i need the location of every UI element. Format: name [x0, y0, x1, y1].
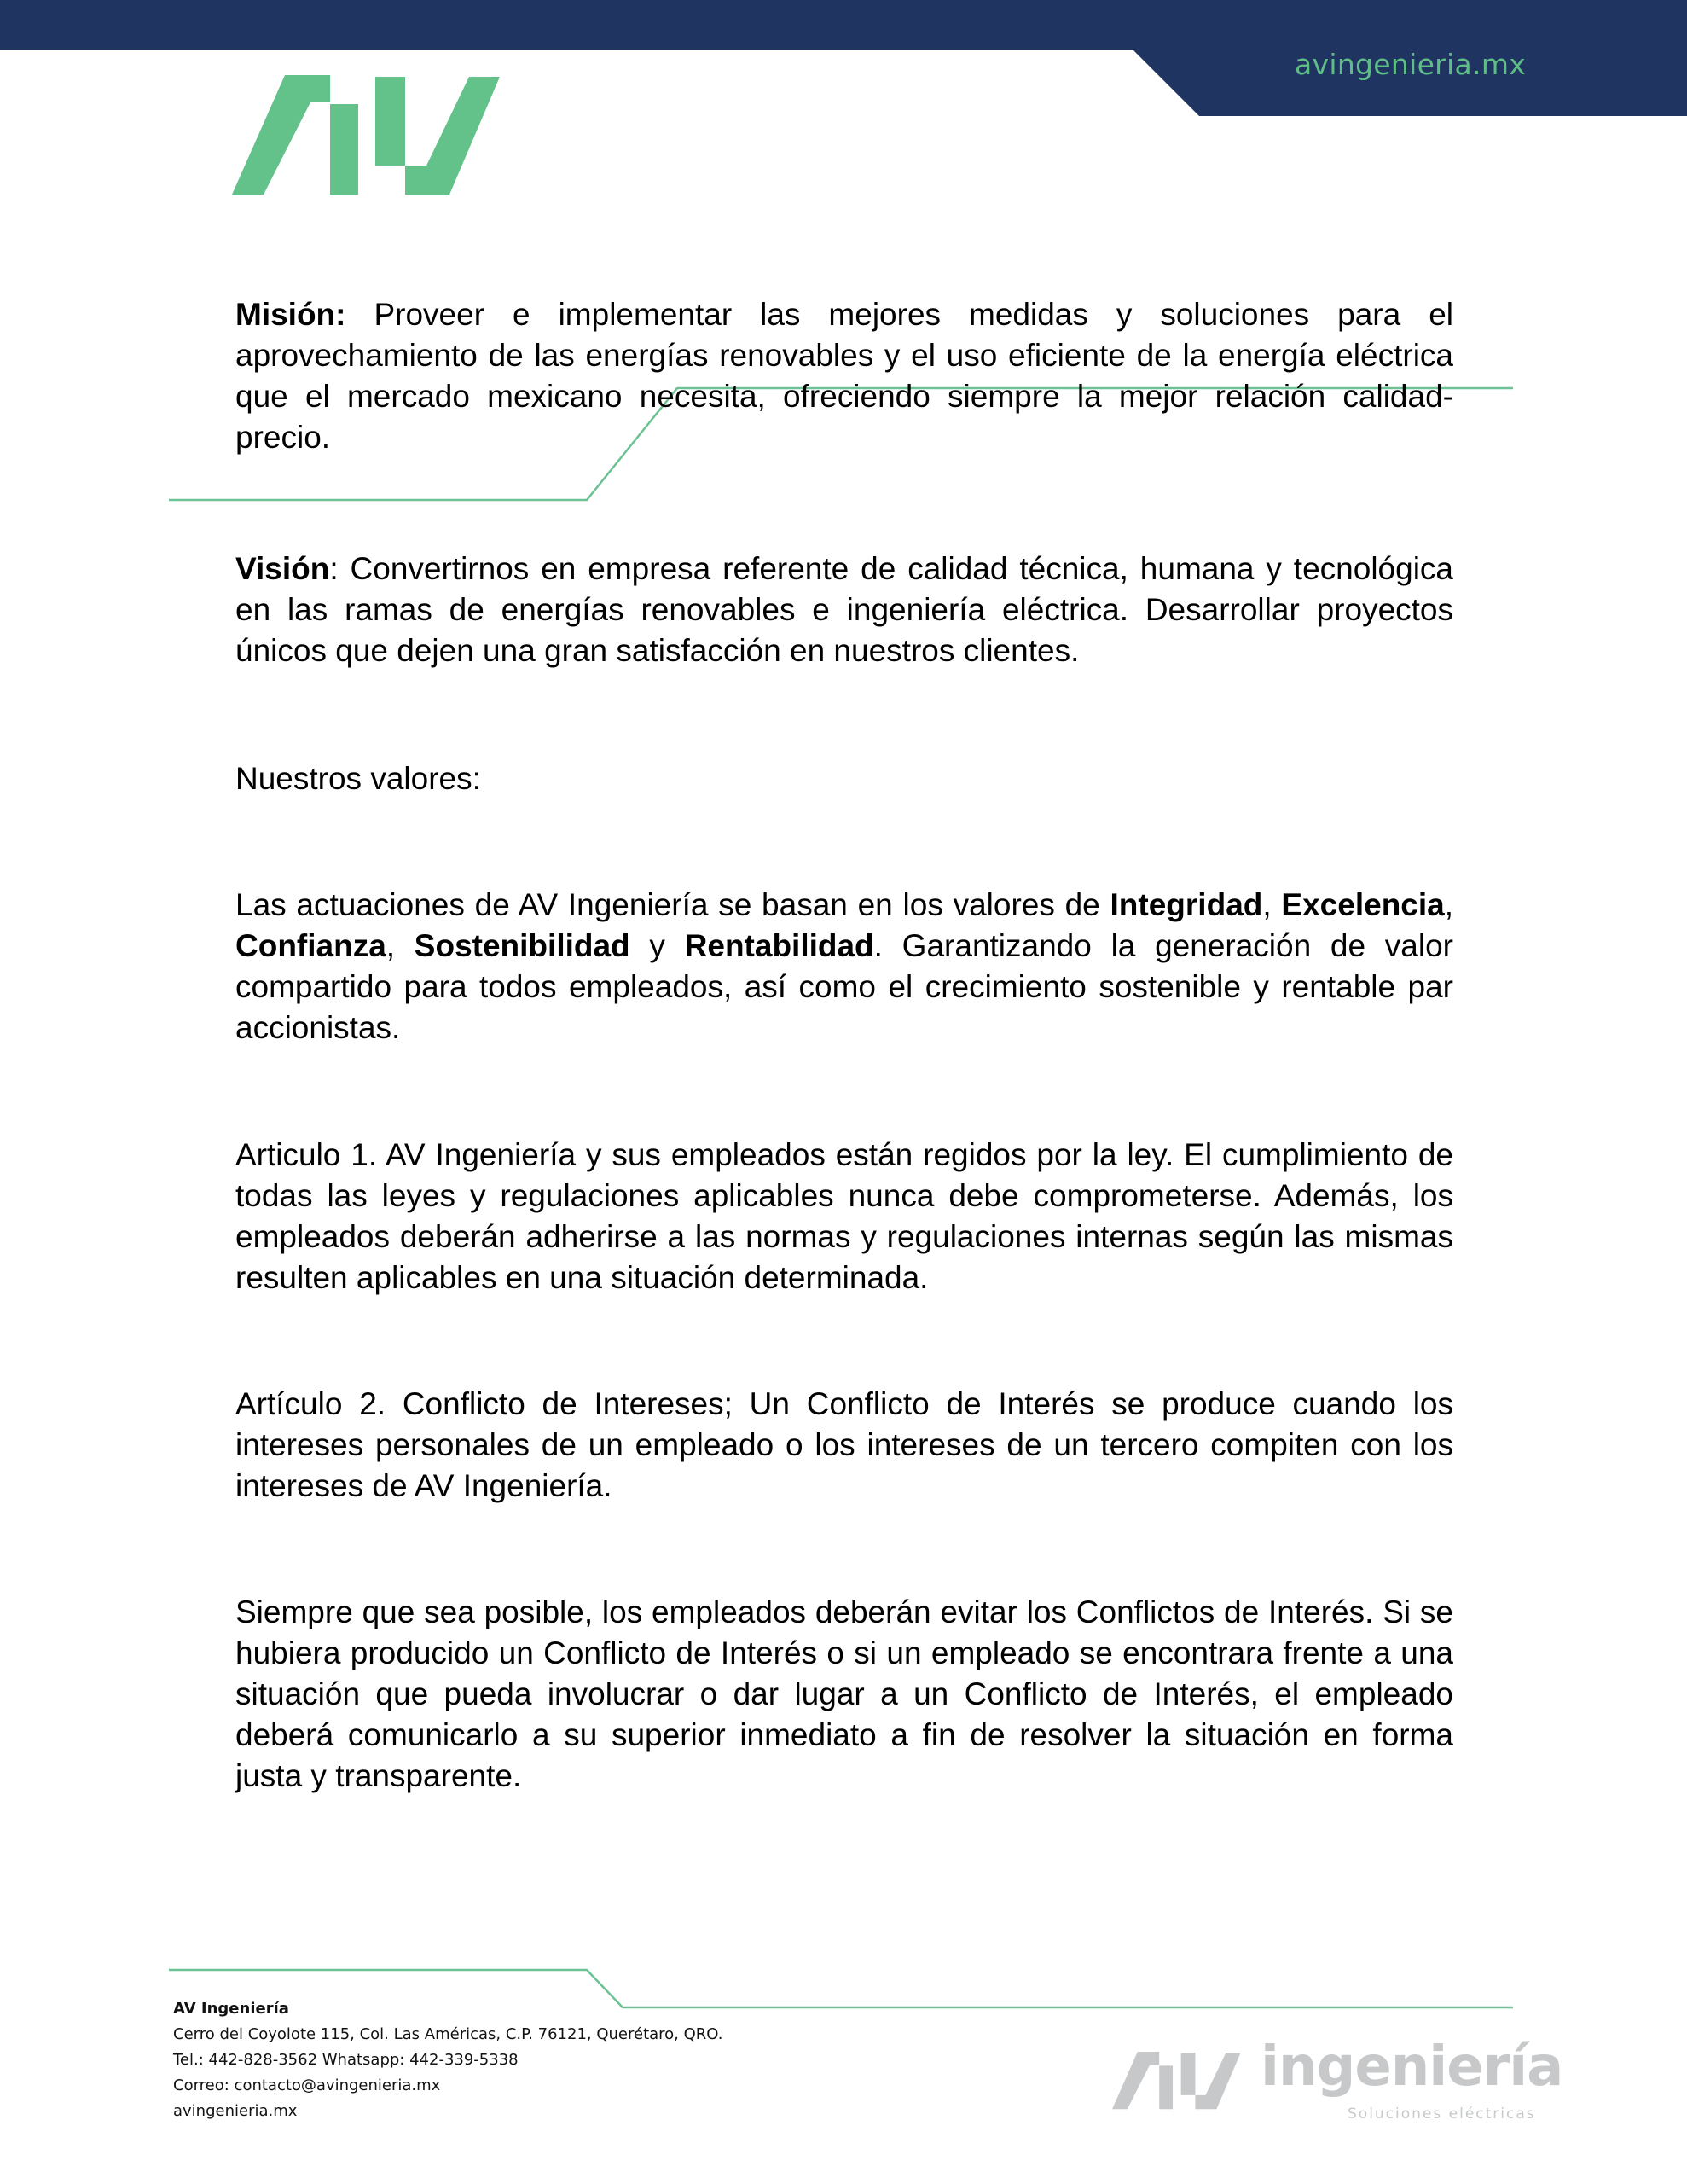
av-logo — [232, 75, 505, 199]
footer-contact — [173, 1996, 722, 2124]
separator: , — [1262, 887, 1282, 922]
separator: , — [1444, 887, 1454, 922]
separator: , — [386, 928, 415, 963]
valor-excelencia: Excelencia — [1281, 887, 1445, 922]
conflictos-paragraph: Siempre que sea posible, los empleados deberán evitar los Conflictos de Interés. Si se hubiera producido un Conflicto de Interés o si un empleado se encontrara frente a una situación que pueda involucrar o dar lugar a un Conflicto de Interés, el empleado deberá comunicarlo a su superior inmediato a fin de resolver la situación en forma justa y transparente. — [235, 1594, 1453, 1793]
articulo-2-paragraph: Artículo 2. Conflicto de Intereses; Un Conflicto de Interés se produce cuando los intereses personales de un empleado o los intereses de un tercero compiten con los intereses de AV Ingeniería. — [235, 1386, 1453, 1503]
vision-text: : Convertirnos en empresa referente de calidad técnica, humana y tecnológica en las ramas de energías renovables e ingeniería eléctrica. Desarrollar proyectos únicos que dejen una gran satisfacción en nuestros clientes. — [235, 551, 1453, 668]
footer-email: Correo: contacto@avingenieria.mx — [173, 2077, 441, 2094]
vision-paragraph — [235, 549, 1453, 671]
footer-address: Cerro del Coyolote 115, Col. Las Américas, C.P. 76121, Querétaro, QRO. — [173, 2025, 723, 2043]
valores-intro: Las actuaciones de AV Ingeniería se basan en los valores de — [235, 887, 1110, 922]
mision-paragraph — [235, 294, 1453, 458]
footer-website: avingenieria.mx — [173, 2102, 298, 2120]
mision-label: Misión: — [235, 297, 346, 332]
footer-phones: Tel.: 442-828-3562 Whatsapp: 442-339-5338 — [173, 2051, 519, 2069]
mision-text: Proveer e implementar las mejores medidas y soluciones para el aprovechamiento de las energías renovables y el uso eficiente de la energía eléctrica que el mercado mexicano necesita, ofreciendo siempre la mejor relación calidad-precio. — [235, 297, 1453, 455]
separator: y — [629, 928, 685, 963]
valor-rentabilidad: Rentabilidad — [684, 928, 874, 963]
vision-label: Visión — [235, 551, 330, 586]
articulo-1-paragraph: Articulo 1. AV Ingeniería y sus empleados están regidos por la ley. El cumplimiento de todas las leyes y regulaciones aplicables nunca debe comprometerse. Además, los empleados deberán adherirse a las normas y regulaciones internas según las mismas resulten aplicables en una situación determinada. — [235, 1137, 1453, 1295]
valor-sostenibilidad: Sostenibilidad — [414, 928, 630, 963]
valores-heading: Nuestros valores: — [235, 761, 481, 796]
footer-brand-tagline: Soluciones eléctricas — [1348, 2106, 1536, 2123]
footer-company: AV Ingeniería — [173, 2000, 289, 2018]
footer-brand-name: ingeniería — [1261, 2036, 1563, 2099]
valores-paragraph — [235, 885, 1453, 1048]
header-website: avingenieria.mx — [1295, 48, 1527, 81]
valores-outro: . Garantizando la generación de valor compartido para todos empleados, así como el crecimiento sostenible y rentable par accionistas. — [235, 928, 1454, 1045]
valor-integridad: Integridad — [1110, 887, 1263, 922]
valor-confianza: Confianza — [235, 928, 386, 963]
